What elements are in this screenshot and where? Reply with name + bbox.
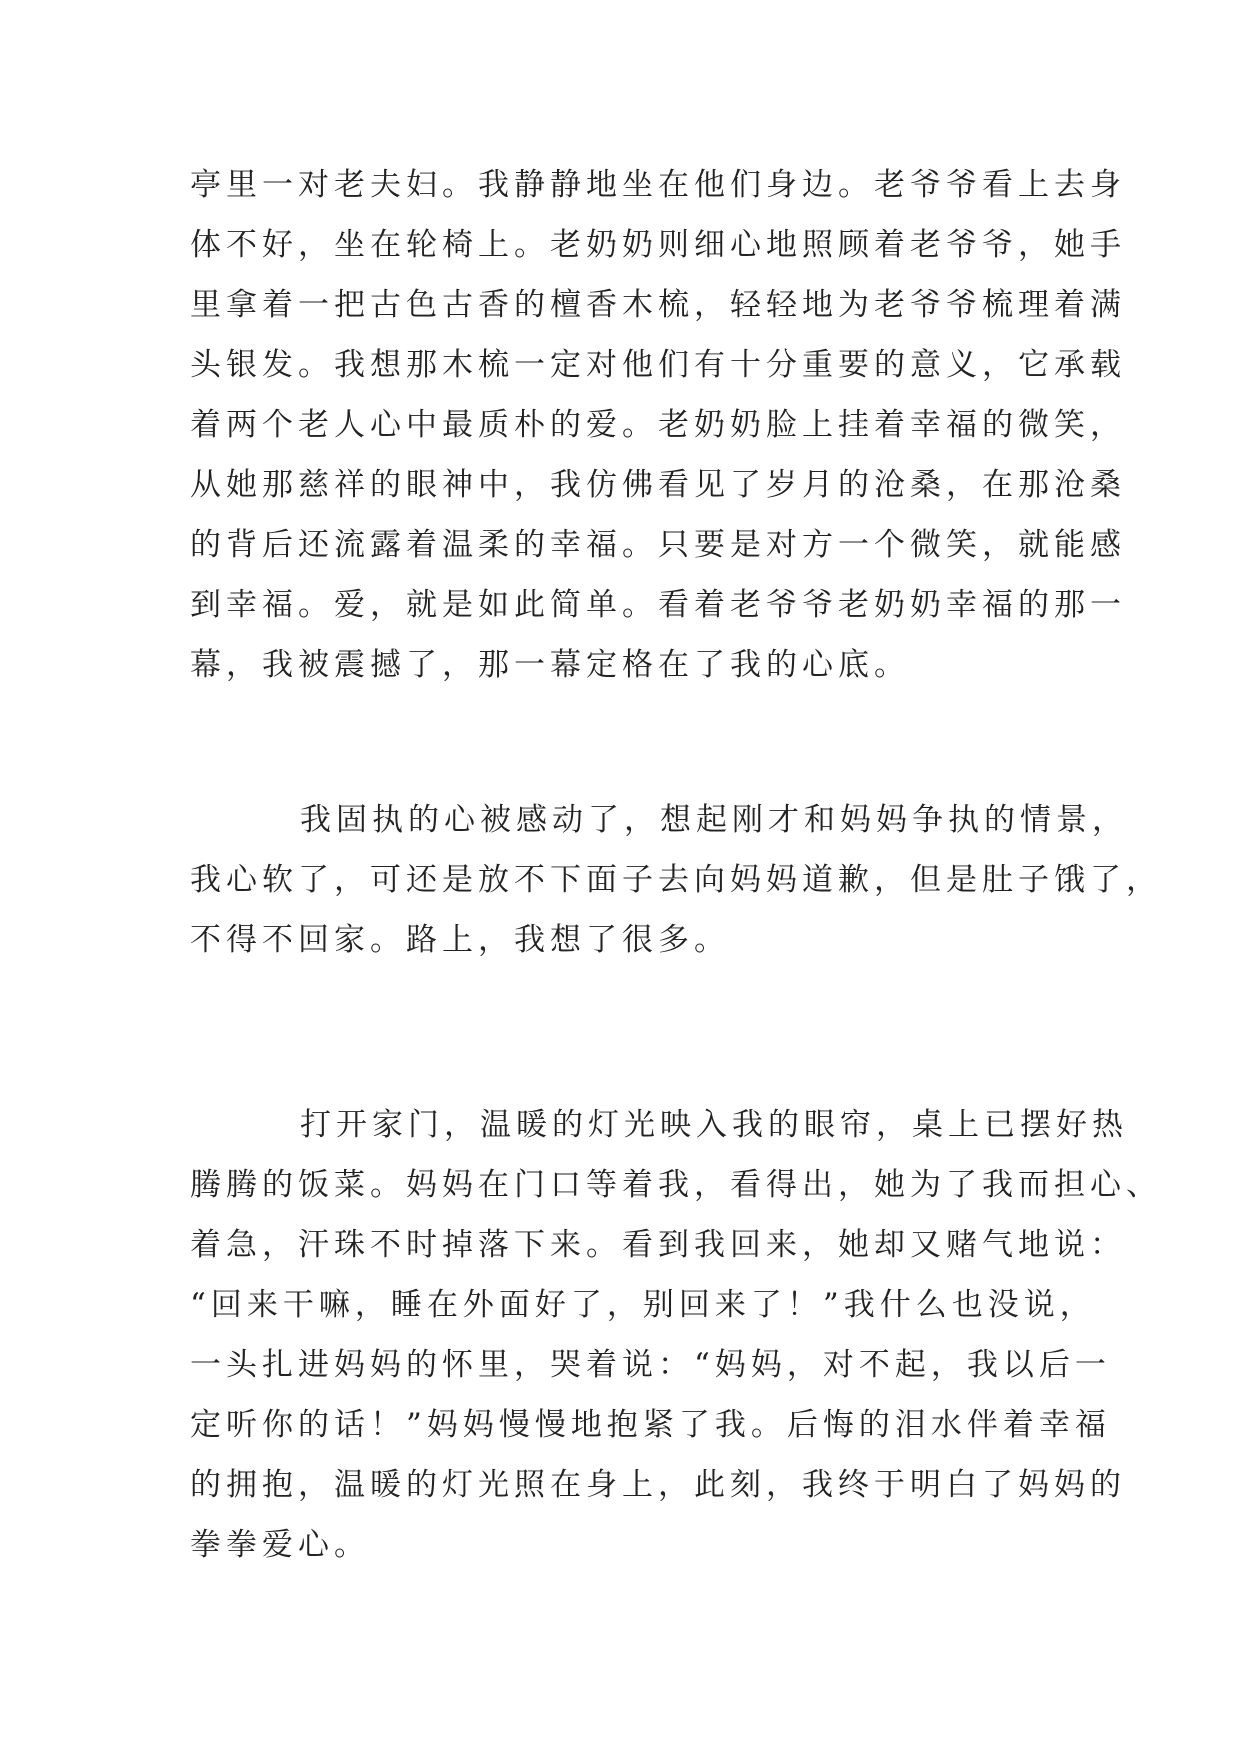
text-line: 定听你的话！”妈妈慢慢地抱紧了我。后悔的泪水伴着幸福 [190,1407,1111,1443]
text-line: 着急，汗珠不时掉落下来。看到我回来，她却又赌气地说： [190,1227,1126,1263]
text-line: 的背后还流露着温柔的幸福。只要是对方一个微笑，就能感 [190,527,1126,563]
paragraph-2 [190,790,1162,970]
text-line: 幕，我被震撼了，那一幕定格在了我的心底。 [190,647,910,683]
text-line: 体不好，坐在轮椅上。老奶奶则细心地照顾着老爷爷，她手 [190,227,1126,263]
text-line: 拳拳爱心。 [190,1527,370,1563]
text-line: 腾腾的饭菜。妈妈在门口等着我，看得出，她为了我而担心、 [190,1167,1162,1203]
text-line: 一头扎进妈妈的怀里，哭着说：“妈妈，对不起，我以后一 [190,1347,1111,1383]
text-line: 头银发。我想那木梳一定对他们有十分重要的意义，它承载 [190,347,1126,383]
text-line-indented: 打开家门，温暖的灯光映入我的眼帘，桌上已摆好热 [300,1107,1128,1143]
text-line: 从她那慈祥的眼神中，我仿佛看见了岁月的沧桑，在那沧桑 [190,467,1126,503]
text-line: 到幸福。爱，就是如此简单。看着老爷爷老奶奶幸福的那一 [190,587,1126,623]
text-line: 着两个老人心中最质朴的爱。老奶奶脸上挂着幸福的微笑， [190,407,1126,443]
text-line: 不得不回家。路上，我想了很多。 [190,922,730,958]
text-line: 的拥抱，温暖的灯光照在身上，此刻，我终于明白了妈妈的 [190,1467,1126,1503]
paragraph-1 [190,155,1126,695]
text-line: 我心软了，可还是放不下面子去向妈妈道歉，但是肚子饿了， [190,862,1162,898]
text-line-indented: 我固执的心被感动了，想起刚才和妈妈争执的情景， [300,802,1128,838]
text-line: 亭里一对老夫妇。我静静地坐在他们身边。老爷爷看上去身 [190,167,1126,203]
text-line: “回来干嘛，睡在外面好了，别回来了！”我什么也没说， [190,1287,1096,1323]
text-line: 里拿着一把古色古香的檀香木梳，轻轻地为老爷爷梳理着满 [190,287,1126,323]
paragraph-3 [190,1095,1162,1575]
